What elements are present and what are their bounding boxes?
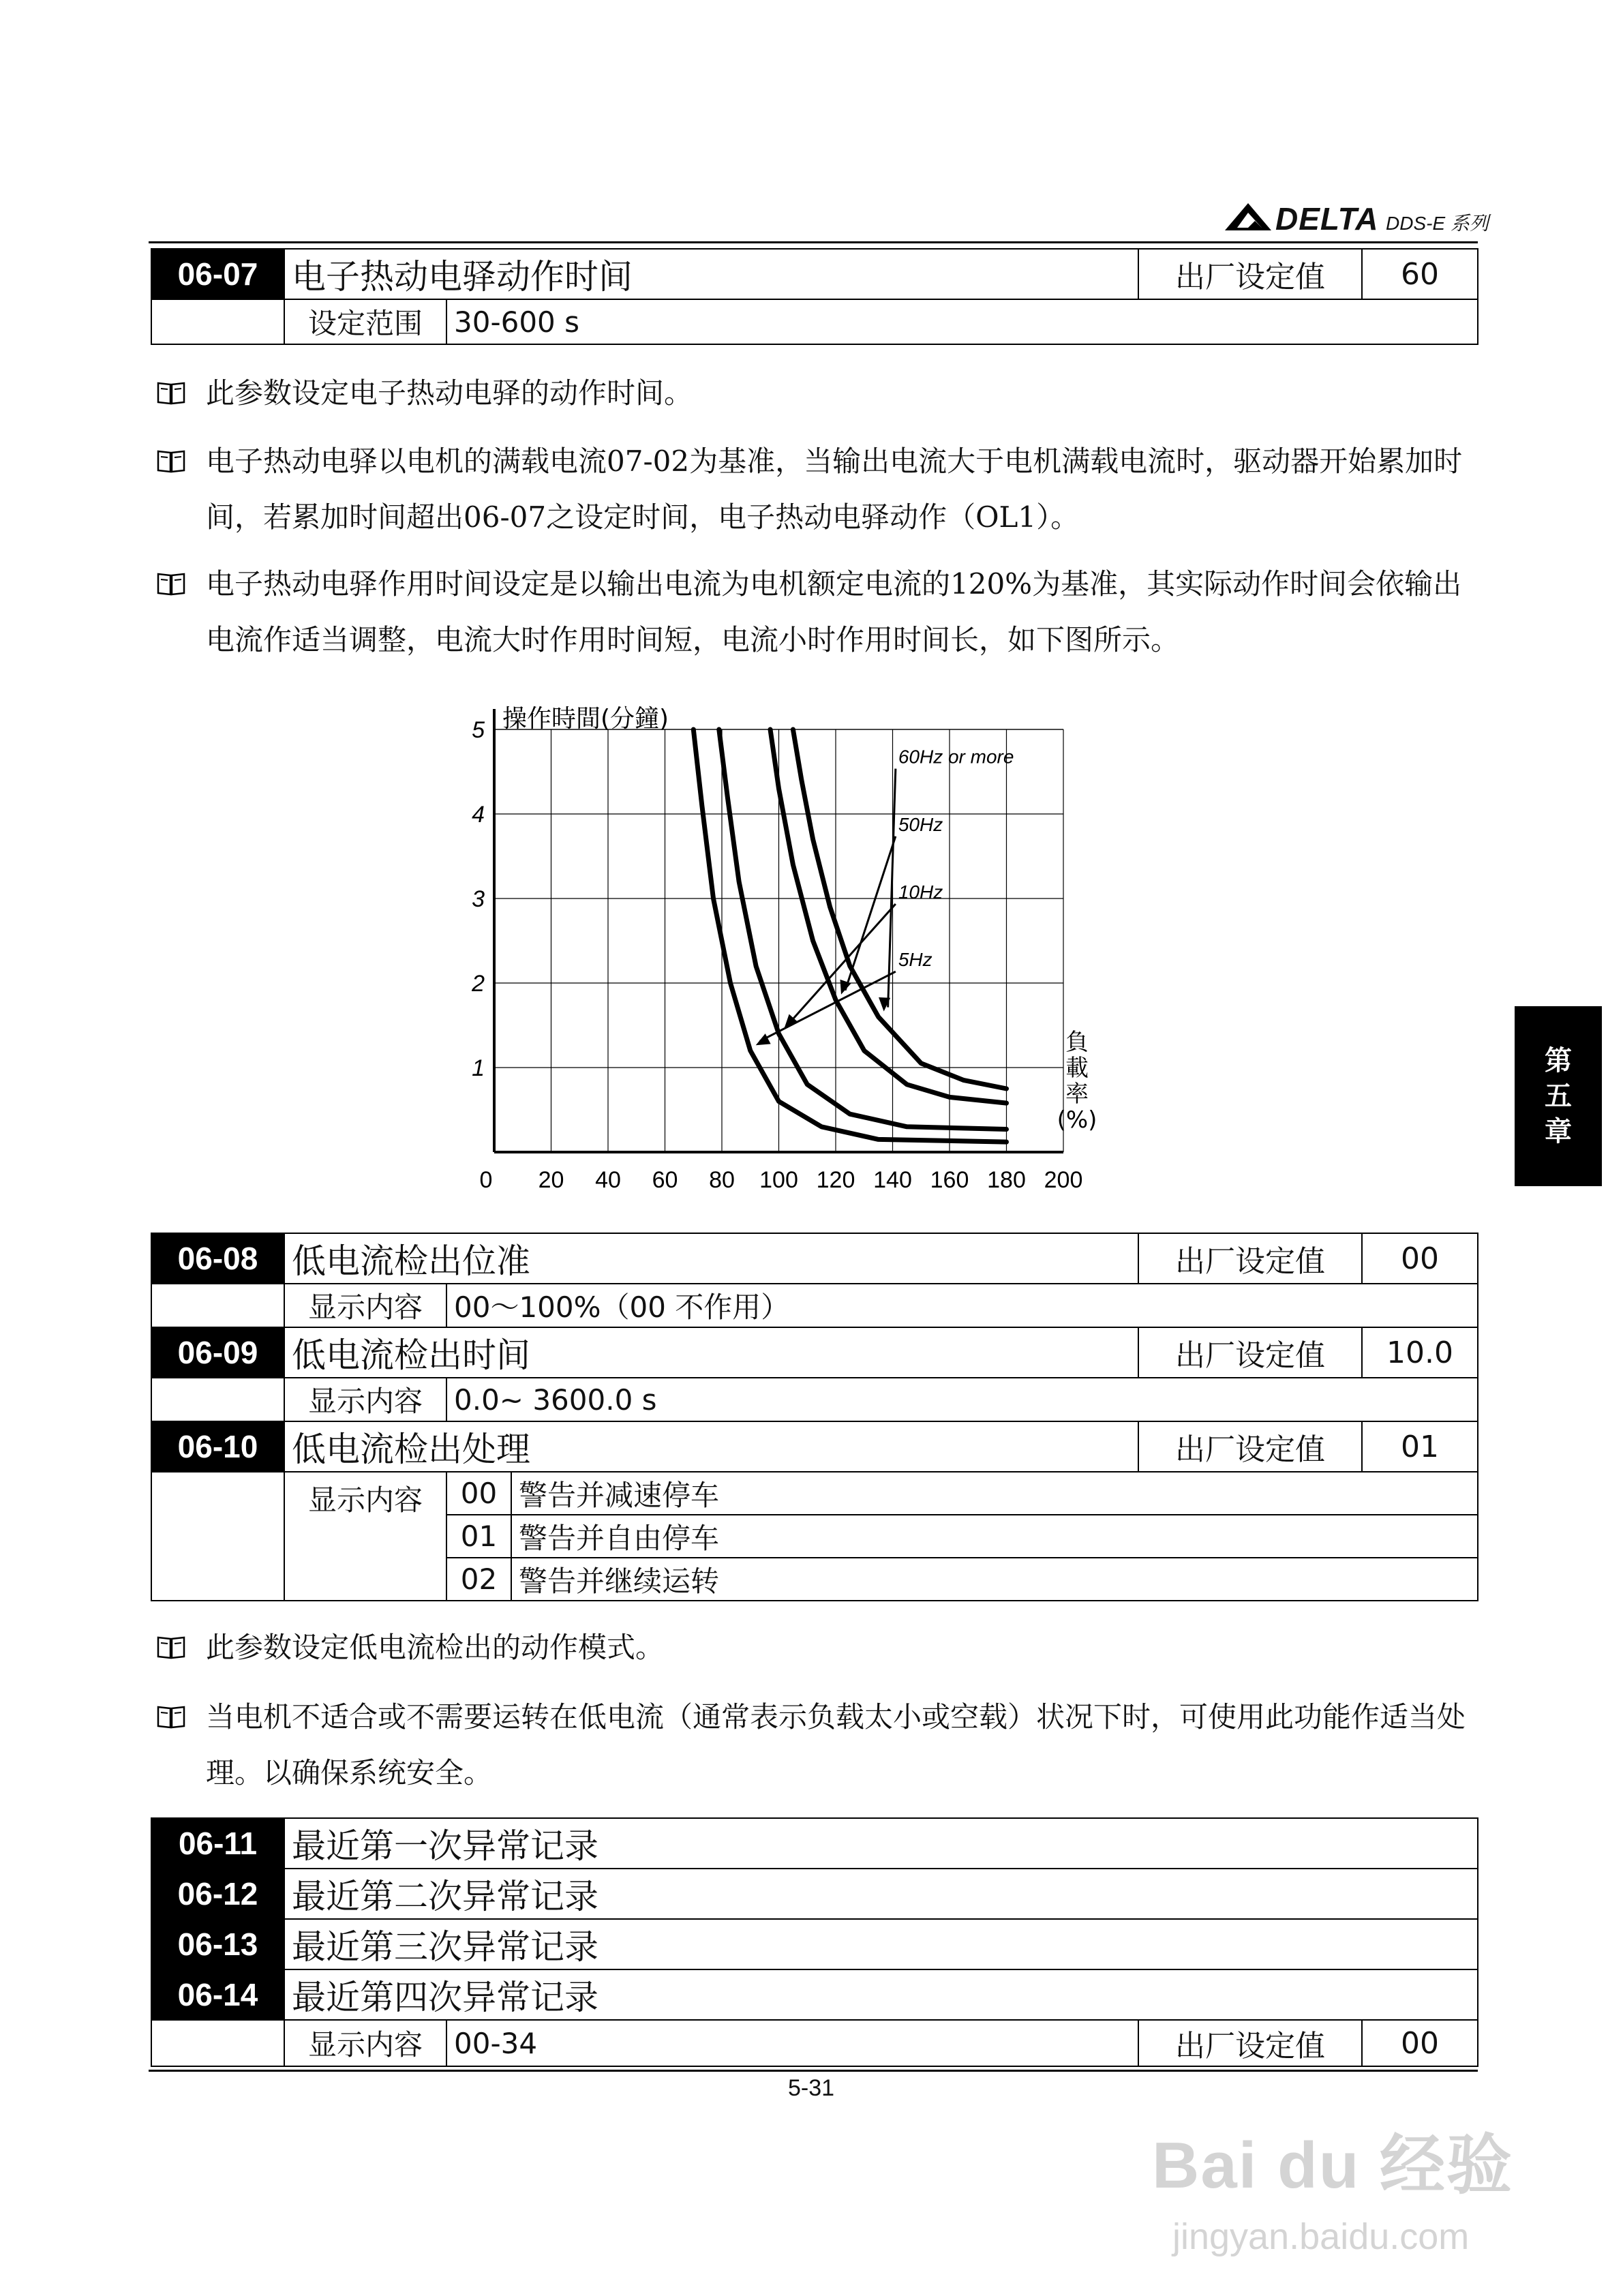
display-label: 显示内容 — [284, 1284, 446, 1327]
note-2 — [157, 434, 1483, 545]
display-label: 显示内容 — [284, 2020, 446, 2066]
brand-name: DELTA — [1275, 201, 1379, 237]
range-value: 30-600 s — [446, 299, 1478, 344]
x-tick-label: 120 — [816, 1167, 855, 1193]
legend-label: 60Hz or more — [898, 746, 1014, 768]
note-4 — [157, 1620, 1483, 1676]
note-text: 电子热动电驿以电机的满载电流07-02为基准，当输出电流大于电机满载电流时，驱动器开始累加时间，若累加时间超出06-07之设定时间，电子热动电驿动作（OL1）。 — [206, 444, 1463, 534]
x-tick-label: 140 — [873, 1167, 912, 1193]
option-text: 警告并继续运转 — [511, 1558, 1478, 1601]
header-rule — [149, 241, 1478, 243]
param-block-06-07 — [151, 248, 1477, 342]
x-tick-label: 0 — [479, 1167, 493, 1193]
watermark-url: jingyan.baidu.com — [1172, 2216, 1470, 2257]
param-code-06-14: 06-14 — [151, 1969, 284, 2020]
param-code-06-10: 06-10 — [151, 1421, 284, 1472]
default-value: 10.0 — [1362, 1327, 1478, 1378]
delta-brand — [1224, 199, 1489, 237]
legend-label: 50Hz — [898, 813, 943, 835]
legend-arrow-head — [756, 1033, 771, 1045]
book-icon — [157, 571, 185, 596]
x-tick-label: 200 — [1044, 1167, 1083, 1193]
x-tick-label: 160 — [930, 1167, 969, 1193]
legend-arrow-head — [840, 980, 851, 995]
y-tick-label: 5 — [472, 717, 485, 743]
note-text: 此参数设定电子热动电驿的动作时间。 — [206, 376, 693, 410]
param-name-06-11: 最近第一次异常记录 — [284, 1818, 1478, 1869]
display-label: 显示内容 — [284, 1378, 446, 1421]
option-code: 00 — [446, 1472, 511, 1515]
option-code: 02 — [446, 1558, 511, 1601]
default-label: 出厂设定值 — [1138, 2020, 1362, 2066]
param-code-06-13: 06-13 — [151, 1919, 284, 1969]
x-tick-label: 40 — [595, 1167, 621, 1193]
note-3 — [157, 556, 1483, 668]
chapter-char: 第 — [1545, 1045, 1572, 1076]
legend-label: 5Hz — [898, 949, 932, 971]
chapter-char: 五 — [1545, 1081, 1572, 1112]
x-axis-label: (%) — [1057, 1106, 1097, 1134]
y-tick-label: 3 — [472, 886, 485, 912]
display-value: 00～100%（00 不作用） — [446, 1284, 1478, 1327]
watermark-logo: Bai du 经验 — [1152, 2129, 1514, 2202]
delta-logo-icon — [1224, 202, 1273, 232]
legend-arrow — [789, 904, 896, 1024]
range-label: 设定范围 — [284, 299, 446, 344]
param-name-06-08: 低电流检出位准 — [284, 1233, 1138, 1284]
page-number: 5-31 — [787, 2075, 835, 2101]
option-text: 警告并减速停车 — [511, 1472, 1478, 1515]
x-tick-label: 60 — [652, 1167, 678, 1193]
param-code-06-09: 06-09 — [151, 1327, 284, 1378]
legend-label: 10Hz — [898, 881, 943, 903]
param-code-06-08: 06-08 — [151, 1233, 284, 1284]
y-tick-label: 4 — [472, 802, 485, 828]
x-axis-label: 負 — [1065, 1029, 1089, 1056]
note-text: 电子热动电驿作用时间设定是以输出电流为电机额定电流的120%为基准，其实际动作时间会依输出电流作适当调整，电流大时作用时间短，电流小时作用时间长，如下图所示。 — [206, 567, 1462, 656]
default-label: 出厂设定值 — [1138, 1327, 1362, 1378]
default-value: 01 — [1362, 1421, 1478, 1472]
x-tick-label: 20 — [538, 1167, 564, 1193]
book-icon — [157, 1704, 185, 1729]
watermark — [1145, 2072, 1527, 2277]
x-tick-label: 100 — [759, 1167, 798, 1193]
note-5 — [157, 1689, 1483, 1801]
y-tick-label: 1 — [472, 1055, 485, 1081]
param-block-06-08-10 — [151, 1233, 1477, 1601]
series-line-50Hz — [770, 729, 1007, 1103]
param-code-06-11: 06-11 — [151, 1818, 284, 1869]
note-1 — [157, 365, 1483, 421]
x-tick-label: 80 — [709, 1167, 735, 1193]
book-icon — [157, 449, 185, 473]
note-text: 此参数设定低电流检出的动作模式。 — [206, 1631, 665, 1664]
x-tick-label: 180 — [987, 1167, 1026, 1193]
param-code-06-07: 06-07 — [151, 249, 284, 299]
default-value: 60 — [1362, 249, 1478, 299]
chapter-char: 章 — [1545, 1116, 1572, 1147]
x-axis-label: 率 — [1065, 1081, 1089, 1108]
y-tick-label: 2 — [472, 971, 485, 997]
x-axis-label: 載 — [1065, 1055, 1089, 1082]
default-value: 00 — [1362, 2020, 1478, 2066]
footer-rule — [149, 2070, 1478, 2072]
default-label: 出厂设定值 — [1138, 249, 1362, 299]
param-name-06-07: 电子热动电驿动作时间 — [284, 249, 1138, 299]
param-code-06-12: 06-12 — [151, 1869, 284, 1919]
y-axis-title: 操作時間(分鐘) — [502, 705, 669, 733]
option-text: 警告并自由停车 — [511, 1515, 1478, 1558]
note-text: 当电机不适合或不需要运转在低电流（通常表示负载太小或空载）状况下时，可使用此功能作适当处理。以确保系统安全。 — [206, 1700, 1466, 1789]
param-name-06-13: 最近第三次异常记录 — [284, 1919, 1478, 1969]
default-label: 出厂设定值 — [1138, 1233, 1362, 1284]
display-value: 0.0~ 3600.0 s — [446, 1378, 1478, 1421]
book-icon — [157, 1635, 185, 1659]
param-name-06-10: 低电流检出处理 — [284, 1421, 1138, 1472]
series-line-60Hz-or-more — [793, 729, 1006, 1089]
default-label: 出厂设定值 — [1138, 1421, 1362, 1472]
param-block-06-11-14 — [151, 1817, 1477, 2066]
overload-chart — [464, 689, 1118, 1207]
book-icon — [157, 380, 185, 405]
param-name-06-14: 最近第四次异常记录 — [284, 1969, 1478, 2020]
option-code: 01 — [446, 1515, 511, 1558]
display-value: 00-34 — [446, 2020, 1138, 2066]
display-label: 显示内容 — [284, 1472, 446, 1601]
default-value: 00 — [1362, 1233, 1478, 1284]
param-name-06-09: 低电流检出时间 — [284, 1327, 1138, 1378]
param-name-06-12: 最近第二次异常记录 — [284, 1869, 1478, 1919]
chapter-tab — [1515, 1006, 1602, 1186]
series-label: DDS-E 系列 — [1386, 213, 1489, 234]
